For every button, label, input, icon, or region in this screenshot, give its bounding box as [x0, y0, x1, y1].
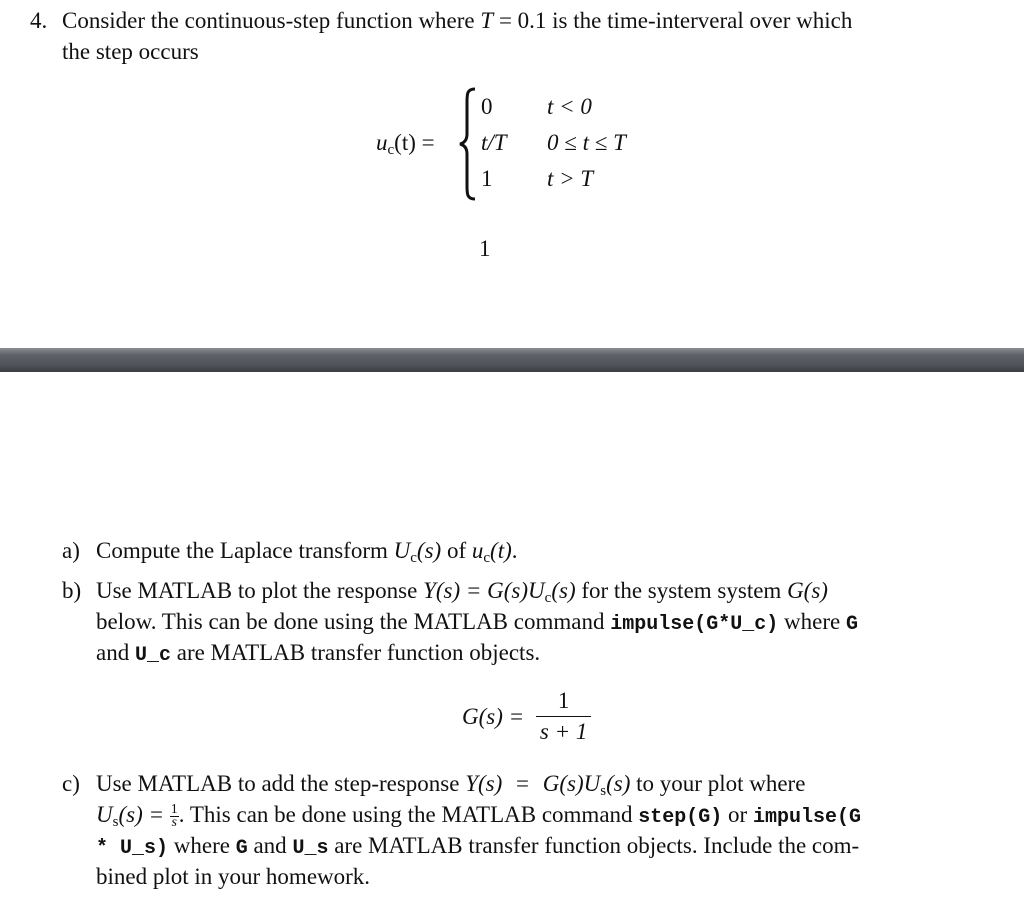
- part-c-line-3: [96, 831, 859, 864]
- transfer-function: [462, 686, 591, 747]
- case-value-1: t/T: [481, 130, 507, 155]
- page-divider-bar: [0, 348, 1024, 372]
- part-c-l3-where: where: [168, 833, 236, 858]
- part-c-code-Us: U_s: [292, 837, 329, 860]
- part-a-text-1: Compute the Laplace transform: [96, 538, 394, 563]
- uc-symbol: u: [471, 538, 484, 563]
- uc-sub: c: [483, 550, 491, 566]
- part-c-label: c): [62, 771, 80, 796]
- part-c-frac-den: s: [171, 815, 177, 831]
- transfer-denominator: s + 1: [539, 719, 588, 744]
- lhs-u: u: [376, 130, 388, 155]
- part-b-l2-text: below. This can be done using the MATLAB command: [96, 609, 611, 634]
- uc-arg: (t): [490, 538, 512, 563]
- part-b-l2-where: where: [778, 609, 846, 634]
- part-a-text: [96, 536, 518, 573]
- part-c-l1-sub: s: [600, 783, 607, 799]
- piecewise-lhs: [376, 128, 435, 165]
- part-c-l1-text2: to your plot where: [630, 771, 806, 796]
- part-c-l3-and: and: [247, 833, 293, 858]
- part-c-code-impulse: impulse(G: [752, 806, 861, 829]
- left-brace-icon: [458, 86, 478, 202]
- problem-number: 4.: [30, 8, 48, 33]
- problem-intro-line-2: the step occurs: [62, 39, 199, 64]
- intro-text: Consider the continuous-step function where: [62, 8, 481, 33]
- part-b-code-impulse: impulse(G*U_c): [610, 613, 779, 636]
- lhs-sub: c: [387, 142, 395, 158]
- part-c-code-G: G: [235, 837, 248, 860]
- part-b-l3-text: are MATLAB transfer function objects.: [170, 640, 541, 665]
- intro-T-symbol: T: [480, 8, 494, 33]
- Uc-arg: (s): [416, 538, 442, 563]
- part-b-label: b): [62, 578, 82, 603]
- part-b-l1-text: Use MATLAB to plot the response: [96, 578, 424, 603]
- part-b-line-3: [96, 638, 540, 671]
- part-c-l1-text: Use MATLAB to add the step-response: [96, 771, 466, 796]
- stray-one: 1: [479, 236, 491, 261]
- part-b-l1-math2: (s): [551, 578, 576, 603]
- intro-equation-text: = 0.1 is the time-interveral over which: [493, 8, 853, 33]
- Uc-symbol: U: [393, 538, 411, 563]
- part-a-end: .: [511, 538, 518, 563]
- part-c-code-Us-close: * U_s): [96, 837, 169, 860]
- part-c-l2-or: or: [722, 802, 753, 827]
- part-c-l1-math3: (s): [606, 771, 631, 796]
- part-b-l1-G: G(s): [787, 578, 828, 603]
- part-c-l2-text: . This can be done using the MATLAB command: [178, 802, 639, 827]
- Uc-sub: c: [410, 550, 417, 566]
- case-value-2: 1: [481, 166, 493, 191]
- part-c-l1-math2: G(s)U: [542, 771, 601, 796]
- part-c-Us-arg: (s) =: [118, 802, 170, 827]
- part-b-code-G: G: [845, 613, 858, 636]
- case-condition-1: 0 ≤ t ≤ T: [547, 130, 626, 155]
- part-c-line-4: bined plot in your homework.: [96, 864, 371, 889]
- part-c-l1-eq: =: [510, 771, 535, 796]
- part-c-small-fraction: [170, 804, 179, 829]
- part-c-Us-sub: s: [112, 814, 119, 830]
- part-c-l1-math: Y(s): [465, 771, 503, 796]
- part-c-Us: U: [96, 802, 113, 827]
- case-value-0: 0: [481, 94, 493, 119]
- part-b-line-2: [96, 607, 858, 640]
- part-c-frac-num: 1: [170, 802, 178, 818]
- case-condition-0: t < 0: [547, 94, 592, 119]
- part-a-label: a): [62, 538, 80, 563]
- part-a-of: of: [441, 538, 472, 563]
- case-condition-2: t > T: [547, 166, 594, 191]
- part-b-code-Uc: U_c: [134, 644, 171, 667]
- part-b-l1-text2: for the system system: [575, 578, 788, 603]
- transfer-lhs: G(s) =: [462, 703, 525, 729]
- part-c-l3-text: are MATLAB transfer function objects. Include the com-: [328, 833, 860, 858]
- transfer-fraction: [536, 686, 591, 747]
- lhs-arg: (t) =: [394, 130, 435, 155]
- part-b-l1-math: Y(s) = G(s)U: [423, 578, 545, 603]
- part-b-l1-sub: c: [544, 590, 552, 606]
- part-b-l3-and: and: [96, 640, 135, 665]
- transfer-numerator: 1: [536, 686, 591, 717]
- problem-intro-line-1: [62, 6, 852, 36]
- part-c-code-step: step(G): [638, 806, 723, 829]
